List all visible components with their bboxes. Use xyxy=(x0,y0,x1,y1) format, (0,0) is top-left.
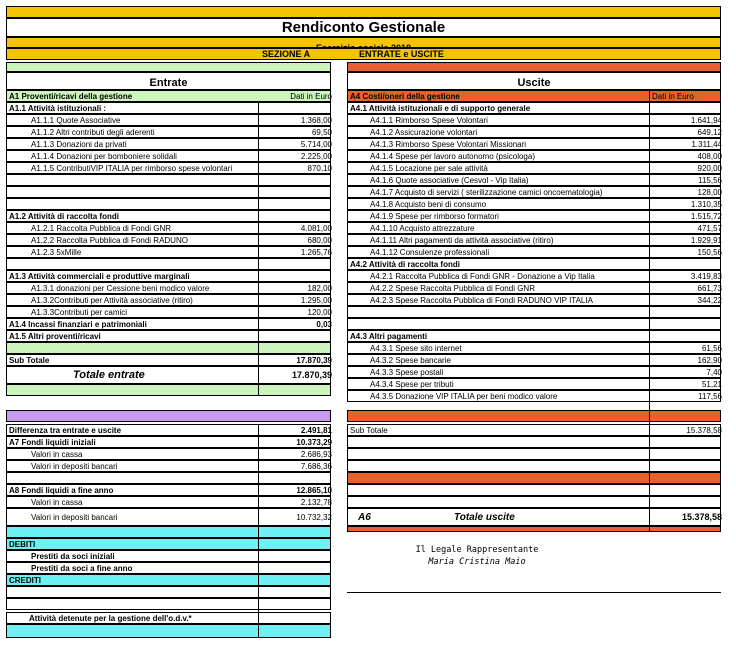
entrate-bottom-strip xyxy=(6,384,331,396)
entrate-row-value xyxy=(259,271,335,282)
prestiti-fine-label: Prestiti da soci a fine anno xyxy=(31,564,133,573)
fondi-iniziali-row xyxy=(6,436,331,448)
uscite-row xyxy=(347,354,721,366)
cassa-value: 2.686,93 xyxy=(300,450,332,459)
uscite-row-label: A4.1.9 Spese per rimborso formatori xyxy=(370,212,499,221)
uscite-row xyxy=(347,342,721,354)
section-left-label: SEZIONE A xyxy=(262,49,311,59)
bancari-fine-value: 10.732,32 xyxy=(296,513,332,522)
entrate-row xyxy=(6,354,331,366)
entrate-row-label xyxy=(9,259,234,270)
uscite-row-label: A4.2.3 Spese Raccolta Pubblica di Fondi RADUNO VIP ITALIA xyxy=(370,296,593,305)
entrate-row xyxy=(6,270,331,282)
lower-left-col-divider xyxy=(258,424,259,638)
uscite-row-label: A4.1.5 Locazione per sale attività xyxy=(370,164,488,173)
entrate-row-label: A1.4 Incassi finanziari e patrimoniali xyxy=(9,320,147,329)
purple-separator xyxy=(6,410,331,422)
uscite-row xyxy=(347,294,721,306)
entrate-currency-label: Dati in Euro xyxy=(290,92,332,101)
bancari-fine-label: Valori in depositi bancari xyxy=(31,513,118,522)
signature-name: Maria Cristina Maio xyxy=(428,557,526,567)
uscite-row-label: A4.1.4 Spese per lavoro autonomo (psicologa) xyxy=(370,152,535,161)
cassa-fine-value: 2.132,78 xyxy=(300,498,332,507)
entrate-group-label: A1 Proventi/ricavi della gestione xyxy=(9,92,133,101)
bancari-label: Valori in depositi bancari xyxy=(31,462,118,471)
entrate-row-value xyxy=(259,211,335,222)
cassa-row xyxy=(6,448,331,460)
uscite-row xyxy=(347,330,721,342)
uscite-row xyxy=(347,138,721,150)
entrate-heading: Entrate xyxy=(149,77,188,89)
uscite-row-value: 1.311,44 xyxy=(691,140,722,149)
uscite-row-label: A4.1.6 Quote associative (Cesvol - Vip Italia) xyxy=(370,176,529,185)
cyan-strip-1 xyxy=(6,526,331,538)
uscite-row xyxy=(347,174,721,186)
lower-left-panel xyxy=(6,398,331,643)
uscite-row-value: 1.310,35 xyxy=(690,200,722,209)
entrate-row-value: 1.265,76 xyxy=(300,248,332,257)
entrate-row-value xyxy=(259,103,335,114)
uscite-group-label: A4 Costi/oneri della gestione xyxy=(350,92,460,101)
signature-role: Il Legale Rappresentante xyxy=(415,545,539,555)
entrate-row-label: A1.2.3 5xMille xyxy=(31,248,82,257)
crediti-row xyxy=(6,574,331,586)
entrate-row-label: A1.2.1 Raccolta Pubblica di Fondi GNR xyxy=(31,224,172,233)
entrate-row xyxy=(6,102,331,114)
entrate-row-label: A1.2 Attività di raccolta fondi xyxy=(9,212,119,221)
uscite-row xyxy=(347,162,721,174)
entrate-row-label: A1.1.4 Donazioni per bomboniere solidali xyxy=(31,152,177,161)
entrate-total-row xyxy=(6,366,331,384)
entrate-row-label xyxy=(9,343,234,354)
uscite-row-label: A4.1.10 Acquisto attrezzature xyxy=(370,224,475,233)
uscite-subtotal-label: Sub Totale xyxy=(350,426,388,435)
entrate-total-value: 17.870,39 xyxy=(291,370,332,380)
entrate-row-value: 1.368,00 xyxy=(300,116,332,125)
entrate-row-value: 680,00 xyxy=(307,236,332,245)
blank-row xyxy=(347,448,721,460)
blank-row xyxy=(6,598,331,610)
blank-row xyxy=(6,586,331,598)
page-title: Rendiconto Gestionale xyxy=(281,19,446,36)
uscite-row-value xyxy=(650,319,725,330)
uscite-row xyxy=(347,102,721,114)
uscite-row-value: 61,56 xyxy=(701,344,722,353)
uscite-row-label: A4.2.1 Raccolta Pubblica di Fondi GNR - Donazione a Vip Italia xyxy=(370,272,595,281)
uscite-row-value: 51,21 xyxy=(701,380,722,389)
entrate-row-label: A1.3.2Contributi per Attività associative (ritiro) xyxy=(31,296,193,305)
entrate-row xyxy=(6,234,331,246)
entrate-row-value xyxy=(259,343,335,354)
entrate-row xyxy=(6,126,331,138)
diff-label: Differenza tra entrate e uscite xyxy=(9,426,122,435)
entrate-row-value: 120,00 xyxy=(307,308,332,317)
uscite-row-value: 117,56 xyxy=(698,392,722,401)
cassa-label: Valori in cassa xyxy=(31,450,83,459)
blank-row xyxy=(6,472,331,484)
uscite-orange-band xyxy=(347,410,721,422)
uscite-row-value: 649,12 xyxy=(697,128,722,137)
uscite-row-value: 1.929,91 xyxy=(690,236,722,245)
uscite-row xyxy=(347,150,721,162)
prestiti-iniziali-label: Prestiti da soci iniziali xyxy=(31,552,115,561)
entrate-row xyxy=(6,258,331,270)
entrate-row-label: A1.3 Attività commerciali e produttive marginali xyxy=(9,272,190,281)
uscite-row-label: A4.1.11 Altri pagamenti da attività associative (ritiro) xyxy=(370,236,554,245)
fondi-fine-row xyxy=(6,484,331,496)
fondi-iniziali-label: A7 Fondi liquidi iniziali xyxy=(9,438,96,447)
attivita-row xyxy=(6,612,331,624)
uscite-row xyxy=(347,222,721,234)
uscite-row-label: A4.1.3 Rimborso Spese Volontari Missionari xyxy=(370,140,527,149)
entrate-row-value xyxy=(259,187,335,198)
uscite-row xyxy=(347,270,721,282)
entrate-row xyxy=(6,174,331,186)
uscite-row-label: A4.3.2 Spese bancarie xyxy=(370,356,451,365)
uscite-subtotal-row xyxy=(347,424,721,436)
signature-line xyxy=(347,592,721,593)
uscite-total-label: Totale uscite xyxy=(454,512,515,523)
entrate-row xyxy=(6,114,331,126)
entrate-row-value: 0,03 xyxy=(316,320,332,329)
entrate-row-value xyxy=(259,331,335,342)
entrate-row-label: A1.2.2 Raccolta Pubblica di Fondi RADUNO xyxy=(31,236,188,245)
entrate-row-label: Sub Totale xyxy=(9,356,50,365)
entrate-row-label: A1.1.2 Altri contributi degli aderenti xyxy=(31,128,155,137)
header-section-box xyxy=(6,48,721,60)
uscite-row-value: 162,90 xyxy=(697,356,722,365)
uscite-row xyxy=(347,366,721,378)
entrate-top-strip xyxy=(6,62,331,72)
uscite-row-value: 128,00 xyxy=(697,188,722,197)
entrate-row-label: A1.5 Altri proventi/ricavi xyxy=(9,332,101,341)
entrate-row-label xyxy=(9,175,234,186)
entrate-row-value xyxy=(259,175,335,186)
entrate-row xyxy=(6,210,331,222)
uscite-row-value: 471,57 xyxy=(697,224,722,233)
entrate-row-value: 2.225,00 xyxy=(300,152,332,161)
entrate-row-label: A1.1 Attività istituzionali : xyxy=(9,104,107,113)
uscite-row-value: 115,56 xyxy=(698,176,722,185)
uscite-subtotal-value: 15.378,58 xyxy=(686,426,722,435)
cassa-fine-row xyxy=(6,496,331,508)
bancari-fine-row xyxy=(6,508,331,526)
uscite-row-label xyxy=(350,307,630,318)
fondi-iniziali-value: 10.373,29 xyxy=(296,438,332,447)
prestiti-fine-row xyxy=(6,562,331,574)
crediti-label: CREDITI xyxy=(9,576,41,585)
entrate-row-value: 5.714,00 xyxy=(300,140,332,149)
uscite-row xyxy=(347,114,721,126)
entrate-row-label: A1.1.5 ContributiVIP ITALIA per rimborso spese volontari xyxy=(31,164,233,173)
uscite-row xyxy=(347,282,721,294)
header-title-box xyxy=(6,18,721,37)
blank-row xyxy=(347,496,721,508)
entrate-row-value: 69,50 xyxy=(311,128,332,137)
uscite-heading: Uscite xyxy=(517,77,551,89)
uscite-group-header xyxy=(347,90,721,102)
uscite-row xyxy=(347,258,721,270)
uscite-row-value: 3.419,83 xyxy=(690,272,722,281)
uscite-row-label: A4.1.1 Rimborso Spese Volontari xyxy=(370,116,488,125)
uscite-row-value: 7,40 xyxy=(706,368,722,377)
signature-block xyxy=(347,545,607,567)
uscite-panel xyxy=(347,62,721,532)
uscite-total-code: A6 xyxy=(358,512,371,523)
uscite-row-label: A4.1.7 Acquisto di servizi ( sterilizzazione camici oncoematologia) xyxy=(370,188,603,197)
uscite-row xyxy=(347,126,721,138)
uscite-row-label: A4.3.1 Spese sito internet xyxy=(370,344,462,353)
uscite-row xyxy=(347,318,721,330)
bancari-row xyxy=(6,460,331,472)
fondi-fine-value: 12.865,10 xyxy=(296,486,332,495)
entrate-row-value: 4.081,00 xyxy=(300,224,332,233)
entrate-row xyxy=(6,342,331,354)
uscite-row xyxy=(347,186,721,198)
entrate-group-header xyxy=(6,90,331,102)
uscite-row-label: A4.3.5 Donazione VIP ITALIA per beni modico valore xyxy=(370,392,558,401)
debiti-row xyxy=(6,538,331,550)
entrate-heading-box xyxy=(6,72,331,90)
entrate-row-value: 870,10 xyxy=(307,164,332,173)
debiti-label: DEBITI xyxy=(9,540,36,549)
entrate-row-value: 182,00 xyxy=(307,284,332,293)
diff-row xyxy=(6,424,331,436)
section-right-label: ENTRATE e USCITE xyxy=(359,49,444,59)
entrate-row-value: 17.870,39 xyxy=(296,356,332,365)
entrate-row-value xyxy=(259,259,335,270)
blank-row xyxy=(347,436,721,448)
uscite-row-value: 1.515,72 xyxy=(690,212,722,221)
uscite-row-value xyxy=(650,259,725,270)
uscite-row-value: 344,22 xyxy=(697,296,722,305)
uscite-row-label: A4.1.2 Assicurazione volontari xyxy=(370,128,478,137)
uscite-row-label: A4.3.4 Spese per tributi xyxy=(370,380,454,389)
uscite-row-value: 661,73 xyxy=(697,284,722,293)
uscite-row-label: A4.1 Attività istituzionali e di supporto generale xyxy=(350,104,531,113)
entrate-row-label: A1.1.1 Quote Associative xyxy=(31,116,121,125)
entrate-row-label xyxy=(9,187,234,198)
blank-row xyxy=(347,460,721,472)
entrate-row xyxy=(6,162,331,174)
uscite-row-value: 920,00 xyxy=(697,164,722,173)
uscite-orange-band-2 xyxy=(347,472,721,484)
entrate-row xyxy=(6,186,331,198)
uscite-row xyxy=(347,234,721,246)
entrate-row xyxy=(6,150,331,162)
uscite-total-value: 15.378,58 xyxy=(681,512,722,522)
uscite-heading-box xyxy=(347,72,721,90)
entrate-row-label: A1.3.3Contributi per camici xyxy=(31,308,128,317)
uscite-row-value xyxy=(650,103,725,114)
entrate-row xyxy=(6,294,331,306)
uscite-top-strip xyxy=(347,62,721,72)
entrate-total-label: Totale entrate xyxy=(73,369,145,381)
header-top-bar xyxy=(6,6,721,18)
uscite-row-label xyxy=(350,319,630,330)
uscite-row xyxy=(347,306,721,318)
entrate-col-divider xyxy=(258,102,259,396)
uscite-row xyxy=(347,246,721,258)
cyan-strip-2 xyxy=(6,624,331,638)
uscite-row-value: 408,00 xyxy=(697,152,722,161)
entrate-row-value: 1.295,00 xyxy=(300,296,332,305)
entrate-row xyxy=(6,282,331,294)
diff-value: 2.491,81 xyxy=(300,426,332,435)
entrate-row-label xyxy=(9,199,234,210)
entrate-row xyxy=(6,306,331,318)
uscite-row xyxy=(347,210,721,222)
uscite-row-value: 1.641,94 xyxy=(690,116,722,125)
uscite-row-label: A4.3.3 Spese postali xyxy=(370,368,444,377)
uscite-orange-band-3 xyxy=(347,526,721,532)
uscite-row-label: A4.3 Altri pagamenti xyxy=(350,332,428,341)
uscite-row-value xyxy=(650,307,725,318)
entrate-row xyxy=(6,222,331,234)
fondi-fine-label: A8 Fondi liquidi a fine anno xyxy=(9,486,114,495)
uscite-row-label: A4.2 Attività di raccolta fondi xyxy=(350,260,460,269)
header-subtitle-box xyxy=(6,37,721,48)
entrate-row-value xyxy=(259,199,335,210)
entrate-row-label: A1.3.1 donazioni per Cessione beni modico valore xyxy=(31,284,210,293)
uscite-col-divider xyxy=(649,90,650,532)
entrate-row xyxy=(6,330,331,342)
entrate-row xyxy=(6,246,331,258)
uscite-row-value xyxy=(650,331,725,342)
entrate-row xyxy=(6,318,331,330)
uscite-row-label: A4.1.8 Acquisto beni di consumo xyxy=(370,200,487,209)
uscite-currency-label: Dati in Euro xyxy=(652,92,694,101)
uscite-row-value: 150,56 xyxy=(697,248,722,257)
bancari-value: 7.686,36 xyxy=(300,462,332,471)
uscite-row xyxy=(347,378,721,390)
entrate-row xyxy=(6,198,331,210)
entrate-row xyxy=(6,138,331,150)
cassa-fine-label: Valori in cassa xyxy=(31,498,83,507)
blank-row xyxy=(347,484,721,496)
entrate-row-label: A1.1.3 Donazioni da privati xyxy=(31,140,127,149)
uscite-row xyxy=(347,198,721,210)
attivita-label: Attività detenute per la gestione dell'o.d.v.* xyxy=(29,614,192,623)
uscite-row-label: A4.1.12 Consulenze professionali xyxy=(370,248,490,257)
uscite-row-label: A4.2.2 Spese Raccolta Pubblica di Fondi GNR xyxy=(370,284,535,293)
prestiti-iniziali-row xyxy=(6,550,331,562)
uscite-row xyxy=(347,390,721,402)
uscite-total-row xyxy=(347,508,721,526)
